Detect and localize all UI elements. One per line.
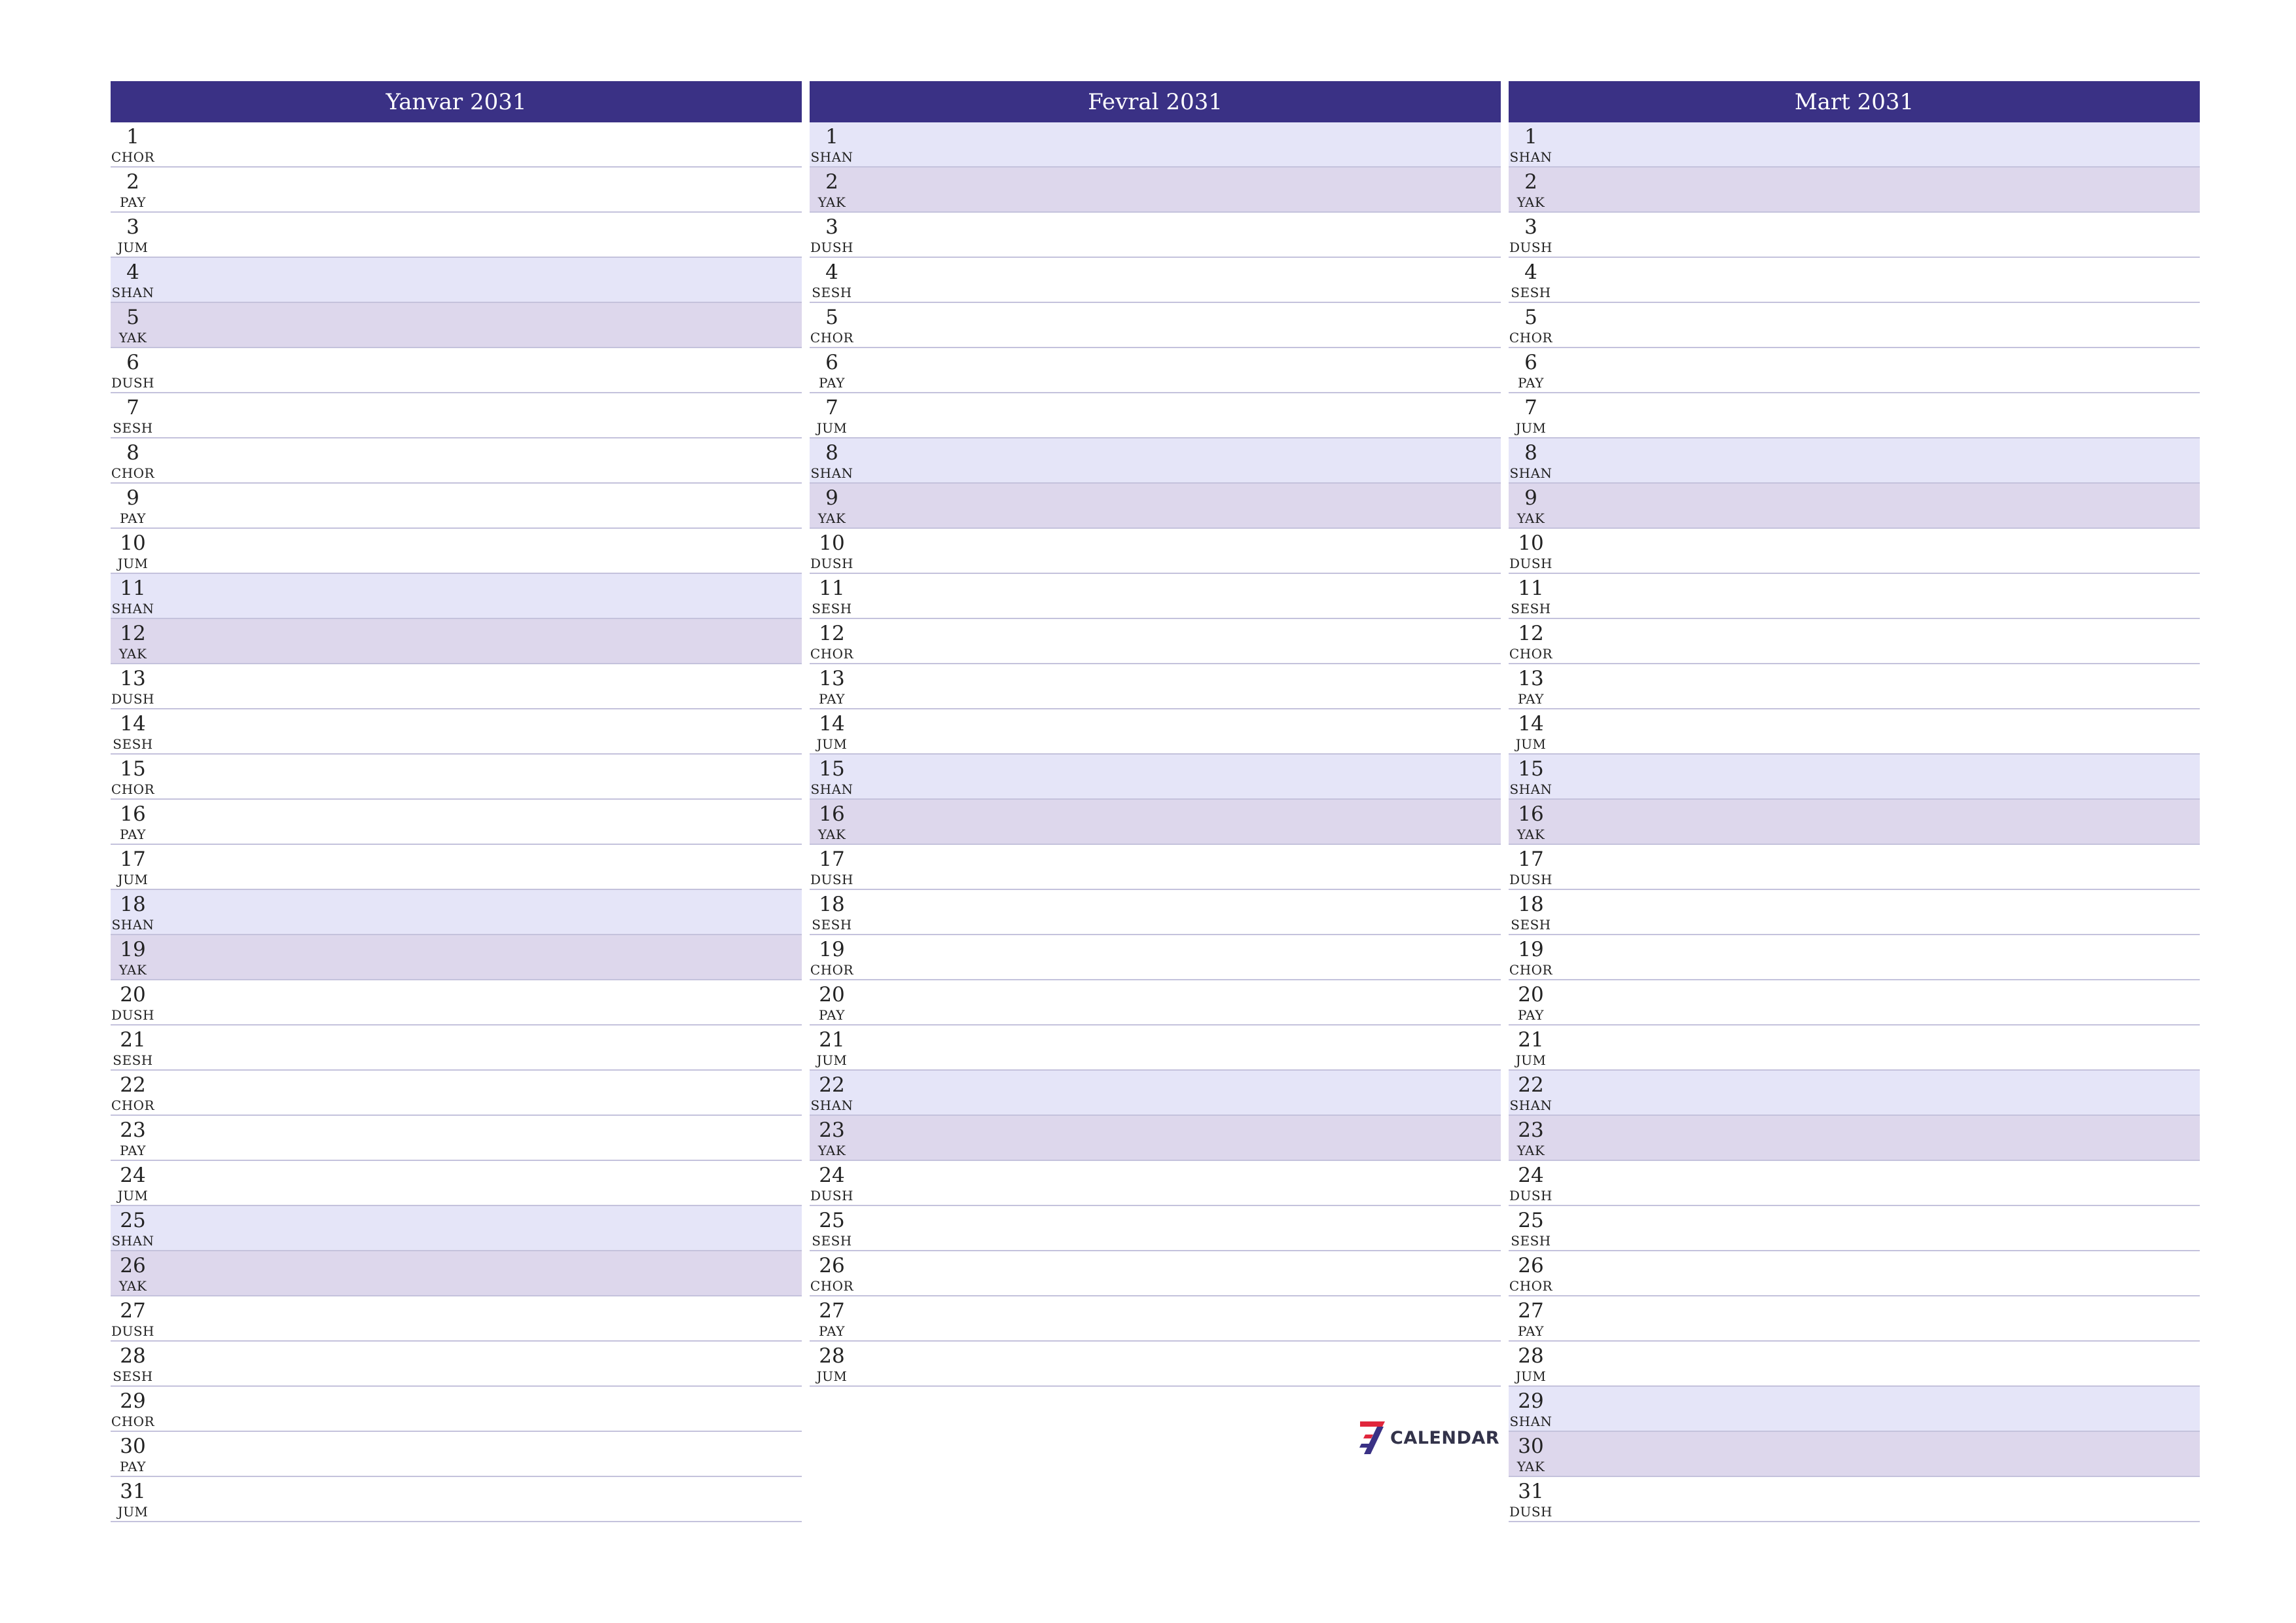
day-number: 16 xyxy=(120,802,146,826)
day-row xyxy=(1509,709,2200,755)
weekday-label: JUM xyxy=(117,556,149,571)
day-number: 5 xyxy=(126,306,139,329)
day-number: 26 xyxy=(120,1254,146,1277)
weekday-label: PAY xyxy=(819,375,845,391)
day-number: 7 xyxy=(1524,396,1537,419)
day-number: 25 xyxy=(819,1209,845,1232)
day-row xyxy=(111,574,802,619)
weekday-label: SESH xyxy=(812,1233,852,1249)
day-number: 29 xyxy=(120,1389,146,1413)
weekday-label: SHAN xyxy=(111,917,154,933)
day-number: 26 xyxy=(1518,1254,1544,1277)
day-number: 1 xyxy=(126,125,139,149)
weekday-label: SHAN xyxy=(810,465,853,481)
weekday-label: DUSH xyxy=(810,872,854,887)
day-row xyxy=(1509,1342,2200,1387)
day-number: 28 xyxy=(120,1344,146,1368)
day-row xyxy=(1509,845,2200,890)
day-number: 24 xyxy=(120,1164,146,1187)
day-row xyxy=(810,1071,1501,1116)
weekday-label: SESH xyxy=(1511,917,1551,933)
weekday-label: PAY xyxy=(1518,1323,1544,1339)
day-number: 9 xyxy=(825,486,838,510)
day-number: 23 xyxy=(120,1118,146,1142)
day-number: 26 xyxy=(819,1254,845,1277)
day-row xyxy=(111,664,802,709)
month-title: Yanvar 2031 xyxy=(111,81,802,122)
day-row xyxy=(111,1296,802,1342)
day-row xyxy=(810,438,1501,484)
day-number: 28 xyxy=(1518,1344,1544,1368)
day-number: 3 xyxy=(1524,215,1537,239)
day-row xyxy=(1509,529,2200,574)
day-number: 22 xyxy=(819,1073,845,1097)
day-row xyxy=(111,1342,802,1387)
day-number: 23 xyxy=(1518,1118,1544,1142)
day-number: 5 xyxy=(825,306,838,329)
day-number: 15 xyxy=(819,757,845,781)
day-row xyxy=(111,1116,802,1161)
day-row xyxy=(1509,619,2200,664)
weekday-label: DUSH xyxy=(1509,872,1553,887)
day-row xyxy=(111,122,802,168)
day-row xyxy=(810,619,1501,664)
weekday-label: YAK xyxy=(118,962,147,978)
day-number: 18 xyxy=(1518,893,1544,916)
weekday-label: YAK xyxy=(118,646,147,662)
brand-logo xyxy=(1357,1420,1499,1455)
day-number: 4 xyxy=(825,260,838,284)
day-number: 21 xyxy=(120,1028,146,1052)
weekday-label: SESH xyxy=(1511,601,1551,616)
day-number: 29 xyxy=(1518,1389,1544,1413)
day-row xyxy=(810,1161,1501,1206)
weekday-label: SHAN xyxy=(810,1097,853,1113)
day-number: 13 xyxy=(120,667,146,690)
day-row xyxy=(111,755,802,800)
day-row xyxy=(1509,258,2200,303)
day-number: 12 xyxy=(1518,622,1544,645)
weekday-label: JUM xyxy=(1515,736,1547,752)
month-column-february xyxy=(810,81,1501,1387)
day-number: 4 xyxy=(1524,260,1537,284)
day-row xyxy=(1509,1206,2200,1251)
day-number: 12 xyxy=(819,622,845,645)
day-row xyxy=(111,438,802,484)
weekday-label: JUM xyxy=(117,1504,149,1520)
weekday-label: CHOR xyxy=(111,465,155,481)
day-row xyxy=(1509,393,2200,438)
day-row xyxy=(111,1071,802,1116)
day-number: 7 xyxy=(126,396,139,419)
weekday-label: PAY xyxy=(1518,1007,1544,1023)
day-number: 9 xyxy=(1524,486,1537,510)
weekday-label: DUSH xyxy=(1509,240,1553,255)
day-row xyxy=(810,168,1501,213)
day-row xyxy=(810,393,1501,438)
weekday-label: YAK xyxy=(118,1278,147,1294)
day-row xyxy=(810,348,1501,393)
weekday-label: JUM xyxy=(1515,420,1547,436)
day-row xyxy=(1509,980,2200,1026)
day-row xyxy=(111,303,802,348)
weekday-label: SHAN xyxy=(1509,1414,1552,1429)
month-title: Mart 2031 xyxy=(1509,81,2200,122)
weekday-label: JUM xyxy=(816,1052,848,1068)
weekday-label: CHOR xyxy=(1509,962,1553,978)
weekday-label: SESH xyxy=(812,601,852,616)
day-row xyxy=(111,1432,802,1477)
weekday-label: CHOR xyxy=(1509,646,1553,662)
day-row xyxy=(810,1251,1501,1296)
weekday-label: JUM xyxy=(117,1188,149,1204)
day-number: 3 xyxy=(825,215,838,239)
day-number: 27 xyxy=(819,1299,845,1323)
day-list xyxy=(1509,122,2200,1522)
weekday-label: JUM xyxy=(117,872,149,887)
weekday-label: JUM xyxy=(117,240,149,255)
day-number: 10 xyxy=(819,531,845,555)
weekday-label: DUSH xyxy=(1509,556,1553,571)
day-row xyxy=(1509,890,2200,935)
day-number: 16 xyxy=(1518,802,1544,826)
day-number: 21 xyxy=(819,1028,845,1052)
weekday-label: YAK xyxy=(1516,827,1545,842)
day-row xyxy=(810,980,1501,1026)
day-number: 19 xyxy=(1518,938,1544,961)
day-row xyxy=(1509,755,2200,800)
day-row xyxy=(810,303,1501,348)
day-number: 8 xyxy=(825,441,838,465)
weekday-label: PAY xyxy=(120,827,146,842)
day-row xyxy=(111,1206,802,1251)
weekday-label: CHOR xyxy=(111,1414,155,1429)
weekday-label: PAY xyxy=(819,1323,845,1339)
day-number: 4 xyxy=(126,260,139,284)
weekday-label: DUSH xyxy=(111,1323,155,1339)
day-row xyxy=(810,890,1501,935)
day-number: 13 xyxy=(1518,667,1544,690)
day-number: 20 xyxy=(819,983,845,1007)
weekday-label: SHAN xyxy=(1509,149,1552,165)
day-number: 5 xyxy=(1524,306,1537,329)
weekday-label: SESH xyxy=(1511,285,1551,300)
weekday-label: DUSH xyxy=(810,240,854,255)
day-number: 17 xyxy=(1518,847,1544,871)
day-row xyxy=(810,1296,1501,1342)
day-number: 18 xyxy=(120,893,146,916)
day-row xyxy=(1509,168,2200,213)
day-row xyxy=(1509,1071,2200,1116)
weekday-label: YAK xyxy=(118,330,147,346)
day-row xyxy=(1509,574,2200,619)
day-number: 2 xyxy=(126,170,139,194)
day-row xyxy=(111,1161,802,1206)
day-row xyxy=(111,619,802,664)
day-row xyxy=(810,258,1501,303)
weekday-label: SESH xyxy=(113,1368,153,1384)
day-row xyxy=(111,258,802,303)
weekday-label: SESH xyxy=(1511,1233,1551,1249)
weekday-label: SHAN xyxy=(111,1233,154,1249)
day-number: 30 xyxy=(120,1435,146,1458)
day-row xyxy=(1509,1251,2200,1296)
weekday-label: SESH xyxy=(113,736,153,752)
day-number: 18 xyxy=(819,893,845,916)
day-row xyxy=(111,393,802,438)
day-row xyxy=(1509,1116,2200,1161)
day-number: 17 xyxy=(819,847,845,871)
day-number: 20 xyxy=(120,983,146,1007)
day-row xyxy=(1509,935,2200,980)
weekday-label: SESH xyxy=(113,420,153,436)
day-row xyxy=(810,122,1501,168)
day-row xyxy=(810,755,1501,800)
weekday-label: JUM xyxy=(1515,1368,1547,1384)
day-list xyxy=(111,122,802,1522)
day-number: 7 xyxy=(825,396,838,419)
day-row xyxy=(1509,1296,2200,1342)
day-number: 24 xyxy=(819,1164,845,1187)
day-row xyxy=(111,168,802,213)
day-number: 19 xyxy=(120,938,146,961)
weekday-label: CHOR xyxy=(111,1097,155,1113)
day-row xyxy=(810,845,1501,890)
weekday-label: CHOR xyxy=(1509,1278,1553,1294)
weekday-label: DUSH xyxy=(111,1007,155,1023)
day-row xyxy=(1509,1026,2200,1071)
day-row xyxy=(810,1026,1501,1071)
day-row xyxy=(111,213,802,258)
day-number: 27 xyxy=(1518,1299,1544,1323)
day-number: 14 xyxy=(120,712,146,736)
day-number: 14 xyxy=(1518,712,1544,736)
day-number: 6 xyxy=(126,351,139,374)
weekday-label: YAK xyxy=(1516,510,1545,526)
day-row xyxy=(810,1342,1501,1387)
day-row xyxy=(1509,1477,2200,1522)
day-row xyxy=(810,574,1501,619)
weekday-label: DUSH xyxy=(810,556,854,571)
day-row xyxy=(111,980,802,1026)
day-number: 31 xyxy=(120,1480,146,1503)
weekday-label: CHOR xyxy=(111,781,155,797)
weekday-label: YAK xyxy=(817,1143,846,1158)
weekday-label: JUM xyxy=(816,420,848,436)
day-number: 25 xyxy=(120,1209,146,1232)
weekday-label: CHOR xyxy=(810,330,854,346)
day-number: 14 xyxy=(819,712,845,736)
day-number: 28 xyxy=(819,1344,845,1368)
weekday-label: JUM xyxy=(1515,1052,1547,1068)
weekday-label: SHAN xyxy=(1509,1097,1552,1113)
day-number: 15 xyxy=(1518,757,1544,781)
day-row xyxy=(111,1387,802,1432)
weekday-label: SESH xyxy=(812,917,852,933)
day-number: 8 xyxy=(1524,441,1537,465)
weekday-label: CHOR xyxy=(111,149,155,165)
day-row xyxy=(1509,122,2200,168)
weekday-label: YAK xyxy=(1516,194,1545,210)
day-row xyxy=(111,348,802,393)
day-number: 20 xyxy=(1518,983,1544,1007)
weekday-label: PAY xyxy=(120,194,146,210)
day-row xyxy=(111,709,802,755)
weekday-label: SHAN xyxy=(1509,465,1552,481)
weekday-label: PAY xyxy=(1518,375,1544,391)
day-row xyxy=(1509,303,2200,348)
day-row xyxy=(810,1206,1501,1251)
day-row xyxy=(1509,1387,2200,1432)
day-number: 27 xyxy=(120,1299,146,1323)
day-number: 22 xyxy=(120,1073,146,1097)
weekday-label: CHOR xyxy=(810,646,854,662)
day-row xyxy=(1509,800,2200,845)
weekday-label: SHAN xyxy=(1509,781,1552,797)
day-number: 11 xyxy=(120,577,146,600)
day-number: 2 xyxy=(825,170,838,194)
day-row xyxy=(1509,664,2200,709)
weekday-label: JUM xyxy=(816,1368,848,1384)
day-row xyxy=(810,800,1501,845)
day-number: 1 xyxy=(825,125,838,149)
weekday-label: PAY xyxy=(819,1007,845,1023)
day-row xyxy=(810,709,1501,755)
day-number: 6 xyxy=(825,351,838,374)
month-column-march xyxy=(1509,81,2200,1522)
weekday-label: CHOR xyxy=(810,962,854,978)
day-row xyxy=(810,664,1501,709)
weekday-label: DUSH xyxy=(1509,1504,1553,1520)
day-number: 19 xyxy=(819,938,845,961)
weekday-label: JUM xyxy=(816,736,848,752)
weekday-label: PAY xyxy=(120,510,146,526)
day-number: 16 xyxy=(819,802,845,826)
day-number: 8 xyxy=(126,441,139,465)
day-number: 2 xyxy=(1524,170,1537,194)
day-row xyxy=(1509,1161,2200,1206)
day-row xyxy=(1509,438,2200,484)
weekday-label: CHOR xyxy=(1509,330,1553,346)
weekday-label: YAK xyxy=(817,194,846,210)
day-row xyxy=(810,484,1501,529)
day-row xyxy=(111,529,802,574)
day-row xyxy=(810,213,1501,258)
day-number: 23 xyxy=(819,1118,845,1142)
day-row xyxy=(111,800,802,845)
day-number: 24 xyxy=(1518,1164,1544,1187)
day-number: 12 xyxy=(120,622,146,645)
day-number: 31 xyxy=(1518,1480,1544,1503)
month-title: Fevral 2031 xyxy=(810,81,1501,122)
weekday-label: SHAN xyxy=(810,781,853,797)
day-row xyxy=(111,484,802,529)
day-number: 15 xyxy=(120,757,146,781)
day-row xyxy=(810,529,1501,574)
day-number: 10 xyxy=(120,531,146,555)
day-number: 6 xyxy=(1524,351,1537,374)
day-list xyxy=(810,122,1501,1387)
weekday-label: PAY xyxy=(819,691,845,707)
weekday-label: PAY xyxy=(1518,691,1544,707)
day-row xyxy=(111,1477,802,1522)
weekday-label: YAK xyxy=(817,827,846,842)
day-number: 11 xyxy=(819,577,845,600)
month-column-january xyxy=(111,81,802,1522)
day-row xyxy=(111,1026,802,1071)
day-number: 30 xyxy=(1518,1435,1544,1458)
weekday-label: SHAN xyxy=(810,149,853,165)
weekday-label: DUSH xyxy=(810,1188,854,1204)
weekday-label: PAY xyxy=(120,1143,146,1158)
day-row xyxy=(111,845,802,890)
weekday-label: DUSH xyxy=(111,691,155,707)
day-number: 11 xyxy=(1518,577,1544,600)
day-row xyxy=(1509,348,2200,393)
weekday-label: SHAN xyxy=(111,285,154,300)
weekday-label: PAY xyxy=(120,1459,146,1474)
day-row xyxy=(810,1116,1501,1161)
day-row xyxy=(111,1251,802,1296)
day-number: 3 xyxy=(126,215,139,239)
weekday-label: SHAN xyxy=(111,601,154,616)
day-row xyxy=(810,935,1501,980)
day-number: 10 xyxy=(1518,531,1544,555)
day-row xyxy=(111,890,802,935)
day-number: 13 xyxy=(819,667,845,690)
day-number: 25 xyxy=(1518,1209,1544,1232)
seven-logo-icon xyxy=(1357,1420,1386,1455)
weekday-label: SESH xyxy=(812,285,852,300)
weekday-label: YAK xyxy=(1516,1143,1545,1158)
weekday-label: YAK xyxy=(817,510,846,526)
weekday-label: SESH xyxy=(113,1052,153,1068)
day-number: 17 xyxy=(120,847,146,871)
day-row xyxy=(111,935,802,980)
day-number: 9 xyxy=(126,486,139,510)
weekday-label: DUSH xyxy=(111,375,155,391)
weekday-label: YAK xyxy=(1516,1459,1545,1474)
day-number: 22 xyxy=(1518,1073,1544,1097)
day-row xyxy=(1509,1432,2200,1477)
weekday-label: DUSH xyxy=(1509,1188,1553,1204)
logo-text: CALENDAR xyxy=(1390,1427,1500,1448)
weekday-label: CHOR xyxy=(810,1278,854,1294)
day-row xyxy=(1509,484,2200,529)
day-number: 21 xyxy=(1518,1028,1544,1052)
day-row xyxy=(1509,213,2200,258)
day-number: 1 xyxy=(1524,125,1537,149)
